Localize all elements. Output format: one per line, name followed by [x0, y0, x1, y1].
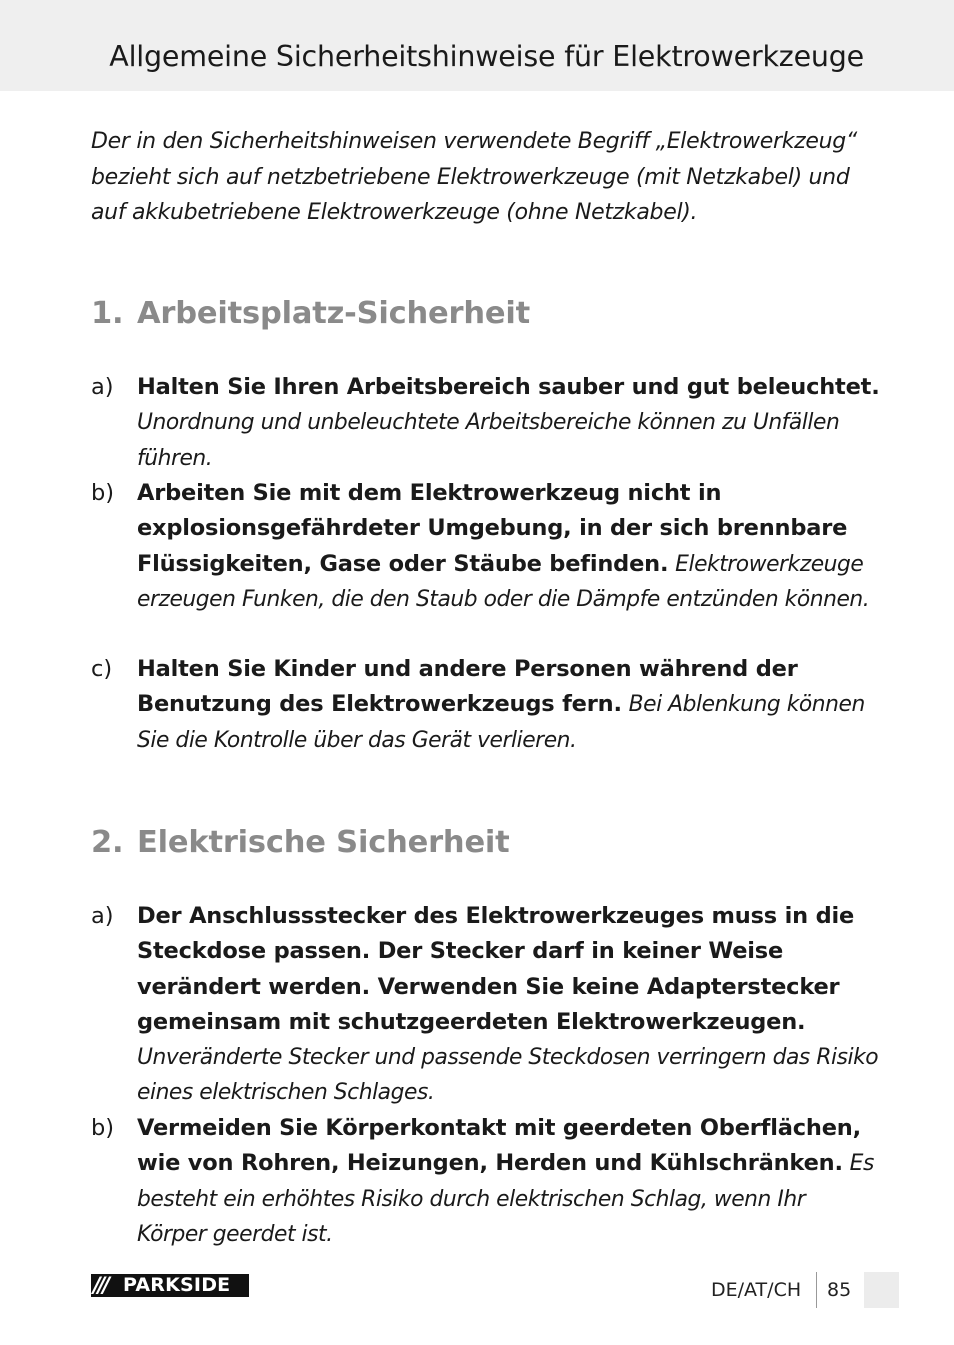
list-marker: a)	[91, 903, 114, 929]
section-title: Arbeitsplatz-Sicherheit	[137, 296, 530, 331]
list-item-text	[137, 476, 881, 617]
list-marker: a)	[91, 374, 114, 400]
page-number: 85	[827, 1279, 852, 1301]
logo-brand-text: PARKSIDE	[123, 1274, 231, 1296]
list-item	[91, 370, 881, 476]
list-item	[91, 476, 881, 617]
instruction-explanation: Unveränderte Stecker und passende Steckdosen verringern das Risiko eines elektrischen Schlages.	[137, 1045, 879, 1106]
intro-paragraph: Der in den Sicherheitshinweisen verwendete Begriff „Elektrowerkzeug“ bezieht sich auf netzbetriebene Elektrowerkzeuge (mit Netzkabel) und auf akkubetriebene Elektrowerkzeuge (ohne Netzkabel).	[91, 129, 858, 225]
list-marker: b)	[91, 1115, 115, 1141]
section-heading-workplace-safety	[91, 296, 530, 331]
list-item	[91, 1111, 881, 1252]
list-item-text	[137, 899, 881, 1111]
list-item	[91, 652, 881, 758]
instruction-bold: Vermeiden Sie Körperkontakt mit geerdeten Oberflächen, wie von Rohren, Heizungen, Herden und Kühlschränken.	[137, 1115, 861, 1177]
instruction-bold: Der Anschlussstecker des Elektrowerkzeuges muss in die Steckdose passen. Der Stecker darf in keiner Weise verändert werden. Verwenden Sie keine Adapterstecker gemeinsam mit schutzgeerdeten Elektrowerkzeugen.	[137, 903, 855, 1035]
logo-slashes: ///	[93, 1273, 108, 1297]
section-number: 2.	[91, 825, 124, 860]
instruction-bold: Halten Sie Kinder und andere Personen während der Benutzung des Elektrowerkzeugs fern.	[137, 656, 798, 718]
list-marker: b)	[91, 480, 115, 506]
section-number: 1.	[91, 296, 124, 331]
instruction-explanation: Unordnung und unbeleuchtete Arbeitsbereiche können zu Unfällen führen.	[137, 410, 840, 471]
section-heading-electrical-safety	[91, 825, 510, 860]
instruction-bold: Halten Sie Ihren Arbeitsbereich sauber und gut beleuchtet.	[137, 374, 880, 400]
footer-divider	[816, 1272, 817, 1308]
list-item-text	[137, 1111, 881, 1252]
instruction-explanation: Elektrowerkzeuge erzeugen Funken, die den Staub oder die Dämpfe entzünden können.	[137, 551, 870, 612]
section-title: Elektrische Sicherheit	[137, 825, 510, 860]
list-item	[91, 899, 881, 1111]
list-item-text	[137, 652, 881, 758]
instruction-explanation: Bei Ablenkung können Sie die Kontrolle über das Gerät verlieren.	[137, 692, 865, 753]
language-codes: DE/AT/CH	[711, 1279, 802, 1301]
page-title: Allgemeine Sicherheitshinweise für Elektrowerkzeuge	[109, 40, 864, 73]
parkside-logo	[91, 1274, 249, 1297]
list-item-text	[137, 370, 881, 476]
list-marker: c)	[91, 656, 113, 682]
instruction-explanation: Es besteht ein erhöhtes Risiko durch elektrischen Schlag, wenn Ihr Körper geerdet ist.	[137, 1151, 874, 1247]
footer-tab-box	[864, 1272, 899, 1308]
instruction-bold: Arbeiten Sie mit dem Elektrowerkzeug nicht in explosionsgefährdeter Umgebung, in der sich brennbare Flüssigkeiten, Gase oder Stäube befinden.	[137, 480, 848, 577]
